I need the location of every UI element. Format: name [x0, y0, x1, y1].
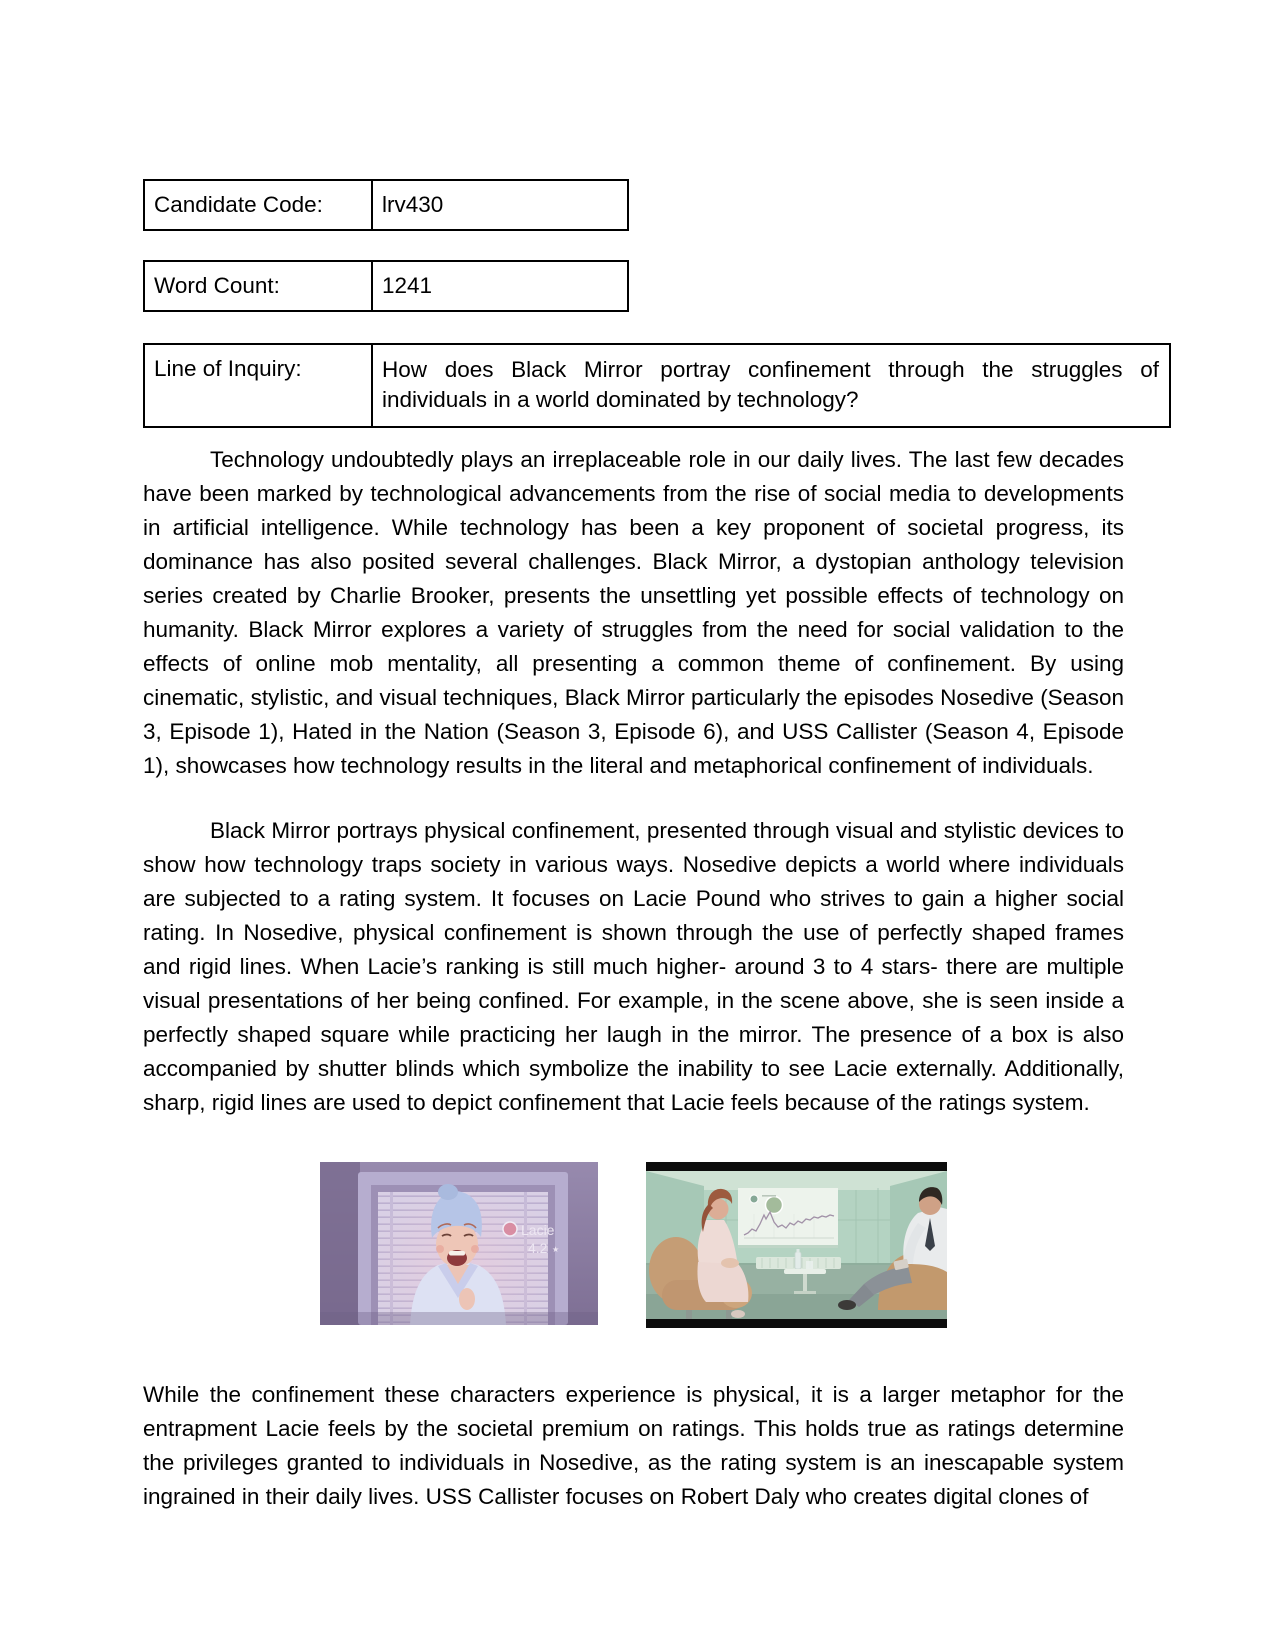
figure-nosedive-consultation-scene	[646, 1162, 947, 1328]
essay-paragraph-3: While the confinement these characters experience is physical, it is a larger metaphor for the entrapment Lacie feels by the societal premium on ratings. This holds true as ratings determine the privileges granted to individuals in Nosedive, as the rating system is an inescapable system ingrained in their daily lives. USS Callister focuses on Robert Daly who creates digital clones of	[143, 1382, 1124, 1509]
towel-knot	[438, 1184, 458, 1200]
overlay-name: Lacie	[521, 1222, 555, 1238]
overlay-rating: 4.2	[528, 1240, 548, 1256]
glass	[806, 1261, 813, 1269]
teeth	[449, 1251, 465, 1256]
woman-hands	[721, 1258, 739, 1268]
ratings-screen	[738, 1188, 838, 1248]
left-cheek	[436, 1245, 444, 1253]
bottle-cap	[797, 1249, 800, 1253]
table-leg	[803, 1274, 807, 1291]
word-count-value: 1241	[372, 261, 628, 311]
word-count-table	[143, 260, 629, 312]
table-row	[144, 344, 1170, 427]
chair-leg	[686, 1310, 692, 1319]
screen-shadow	[738, 1245, 838, 1248]
word-count-label: Word Count:	[144, 261, 372, 311]
right-cheek	[471, 1245, 479, 1253]
woman-skirt	[697, 1262, 748, 1302]
avatar-badge-icon	[503, 1222, 517, 1236]
hand	[459, 1288, 475, 1310]
table-row	[144, 261, 628, 311]
wall-shadow-left	[320, 1162, 360, 1325]
line-of-inquiry-label: Line of Inquiry:	[144, 344, 372, 427]
letterbox-top	[646, 1162, 947, 1171]
figure-row	[143, 1162, 1124, 1328]
table-base	[794, 1291, 816, 1294]
man-shoe	[838, 1300, 856, 1310]
screen-caption-line	[762, 1195, 776, 1197]
star-icon: ★	[552, 1245, 560, 1254]
figure-nosedive-mirror-scene	[320, 1162, 598, 1325]
line-of-inquiry-value: How does Black Mirror portray confinement through the struggles of individuals in a world dominated by technology?	[372, 344, 1170, 427]
candidate-code-table	[143, 179, 629, 231]
candidate-code-value: lrv430	[372, 180, 628, 230]
woman-shoe	[731, 1310, 745, 1318]
table-top	[784, 1269, 826, 1274]
line-of-inquiry-table	[143, 343, 1171, 428]
letterbox-bottom	[646, 1319, 947, 1328]
essay-paragraph-2: Black Mirror portrays physical confinement, presented through visual and stylistic devices to show how technology traps society in various ways. Nosedive depicts a world where individuals are subjected to a rating system. It focuses on Lacie Pound who strives to gain a higher social rating. In Nosedive, physical confinement is shown through the use of perfectly shaped frames and rigid lines. When Lacie’s ranking is still much higher- around 3 to 4 stars- there are multiple visual presentations of her being confined. For example, in the scene above, she is seen inside a perfectly shaped square while practicing her laugh in the mirror. The presence of a box is also accompanied by shutter blinds which symbolize the inability to see Lacie externally. Additionally, sharp, rigid lines are used to depict confinement that Lacie feels because of the ratings system.	[143, 818, 1124, 1115]
essay-paragraph-1: Technology undoubtedly plays an irreplaceable role in our daily lives. The last few decades have been marked by technological advancements from the rise of social media to developments in artificial intelligence. While technology has been a key proponent of societal progress, its dominance has also posited several challenges. Black Mirror, a dystopian anthology television series created by Charlie Brooker, presents the unsettling yet possible effects of technology on humanity. Black Mirror explores a variety of struggles from the need for social validation to the effects of online mob mentality, all presenting a common theme of confinement. By using cinematic, stylistic, and visual techniques, Black Mirror particularly the episodes Nosedive (Season 3, Episode 1), Hated in the Nation (Season 3, Episode 6), and USS Callister (Season 4, Episode 1), showcases how technology results in the literal and metaphorical confinement of individuals.	[143, 447, 1124, 778]
table-row	[144, 180, 628, 230]
page-content	[143, 179, 1159, 1514]
bottom-shade	[320, 1312, 598, 1325]
candidate-code-label: Candidate Code:	[144, 180, 372, 230]
avatar-small-icon	[750, 1195, 758, 1203]
water-bottle	[795, 1252, 801, 1269]
avatar-large-icon	[766, 1197, 783, 1214]
